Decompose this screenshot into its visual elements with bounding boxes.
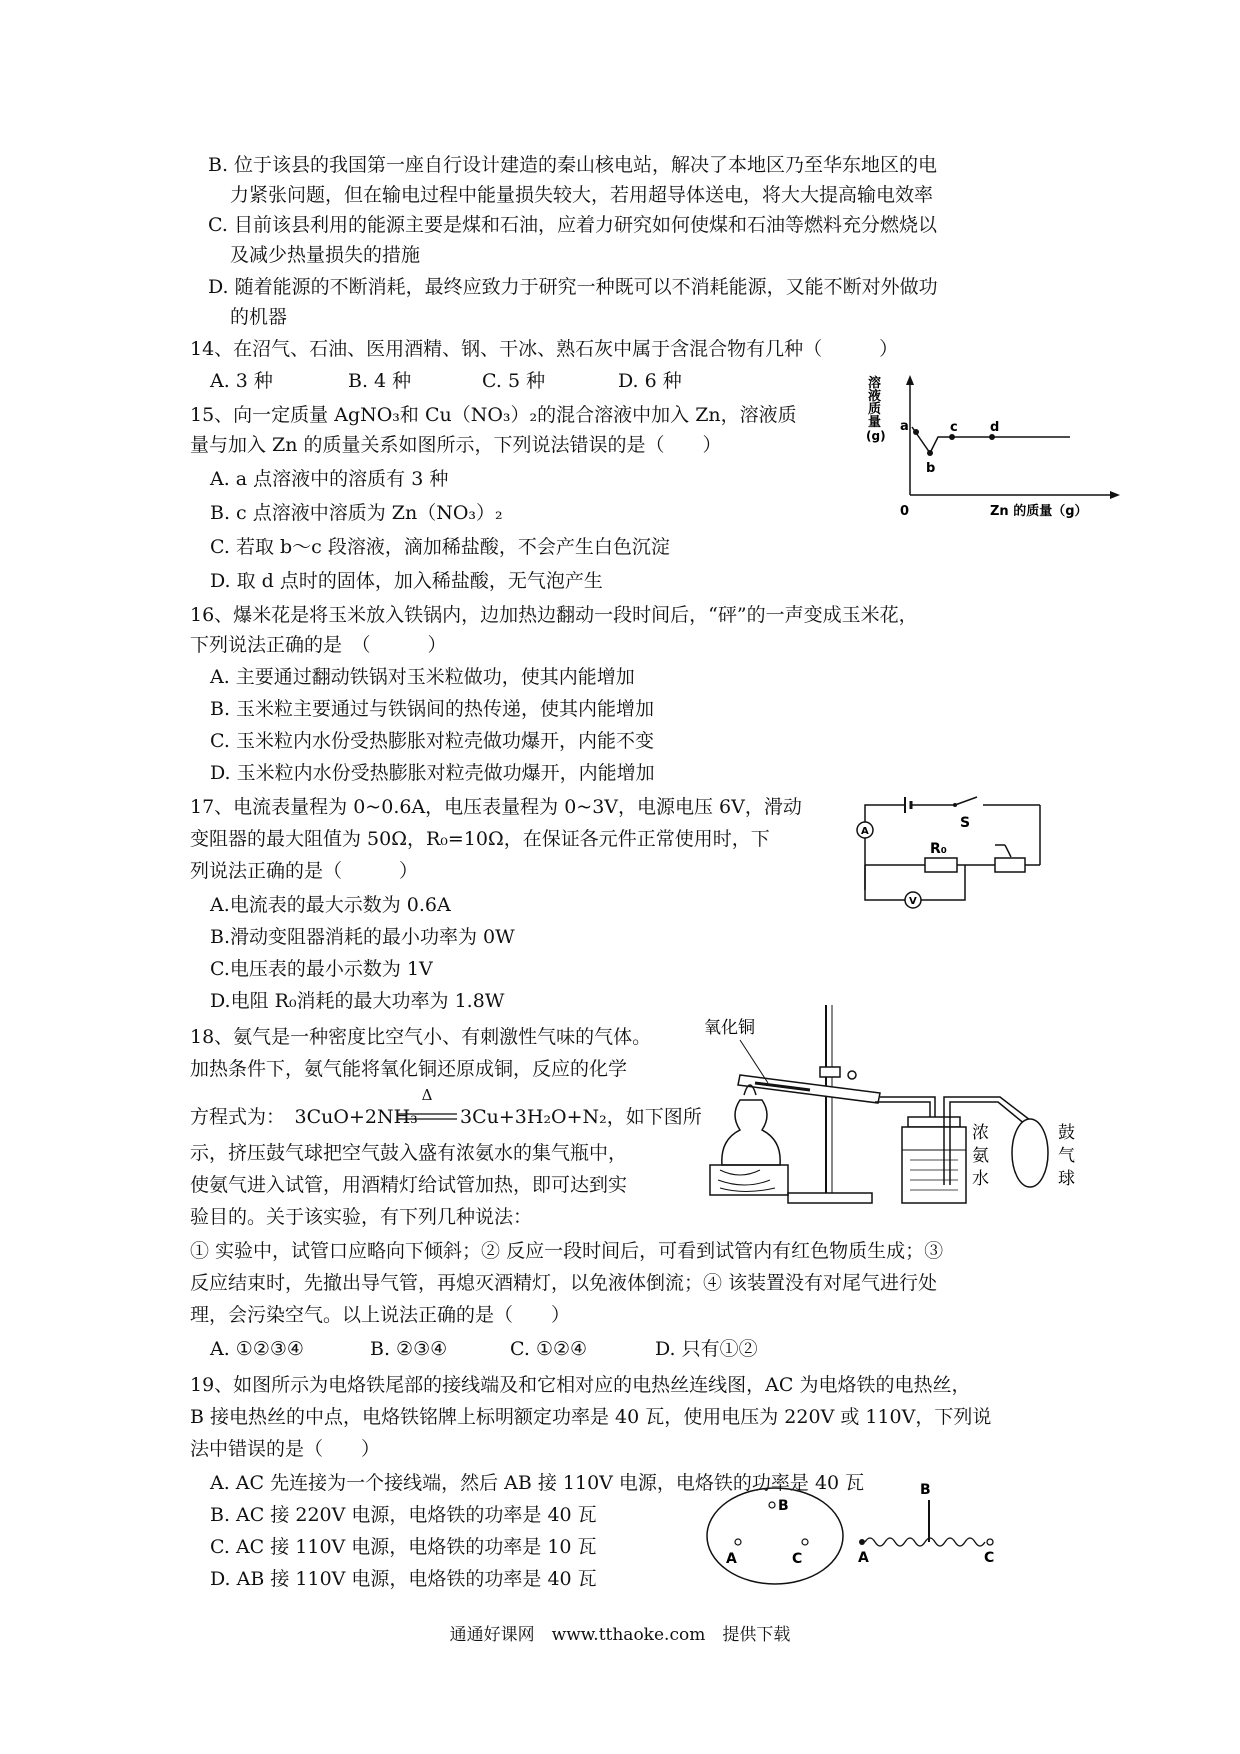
q17-ammeter-label: A bbox=[861, 826, 869, 837]
q18-equation-equals bbox=[397, 1112, 457, 1122]
q14-option-c: C. 5 种 bbox=[482, 370, 546, 392]
q19-stem-line3: 法中错误的是（ ） bbox=[190, 1438, 381, 1460]
q18-bulb-label-1: 鼓 bbox=[1058, 1123, 1075, 1143]
q13-option-c-line1: C. 目前该县利用的能源主要是煤和石油，应着力研究如何使煤和石油等燃料充分燃烧以 bbox=[208, 214, 937, 236]
q18-bulb-label-3: 球 bbox=[1058, 1169, 1075, 1189]
q15-origin: 0 bbox=[900, 504, 910, 519]
q15-point-a: a bbox=[900, 419, 909, 434]
q19-stem-line1: 19、如图所示为电烙铁尾部的接线端及和它相对应的电热丝连线图，AC 为电烙铁的电热丝， bbox=[190, 1374, 971, 1396]
q15-stem-line2: 量与加入 Zn 的质量关系如图所示，下列说法错误的是（ ） bbox=[190, 434, 722, 456]
q17-switch-label: S bbox=[960, 815, 971, 831]
q18-apparatus bbox=[700, 1005, 1080, 1210]
q18-option-c: C. ①②④ bbox=[510, 1338, 588, 1360]
q15-option-b: B. c 点溶液中溶质为 Zn（NO₃）₂ bbox=[210, 502, 503, 524]
q18-ammonia-label-3: 水 bbox=[972, 1169, 989, 1189]
q14-option-a: A. 3 种 bbox=[210, 370, 273, 392]
q18-ammonia-label-1: 浓 bbox=[972, 1123, 989, 1143]
q15-point-c: c bbox=[950, 420, 958, 435]
q19-terminal-a-label: A bbox=[726, 1551, 737, 1567]
q18-equation-condition: Δ bbox=[421, 1086, 433, 1104]
q17-voltmeter-label: V bbox=[909, 896, 917, 907]
q13-option-c-line2: 及减少热量损失的措施 bbox=[230, 244, 421, 266]
q16-option-b: B. 玉米粒主要通过与铁锅间的热传递，使其内能增加 bbox=[210, 698, 655, 720]
q14-option-d: D. 6 种 bbox=[618, 370, 682, 392]
q19-stem-line2: B 接电热丝的中点，电烙铁铭牌上标明额定功率是 40 瓦，使用电压为 220V 或 110V，下列说 bbox=[190, 1406, 992, 1428]
q19-wire-a-label: A bbox=[858, 1550, 869, 1566]
q15-stem-line1: 15、向一定质量 AgNO₃和 Cu（NO₃）₂的混合溶液中加入 Zn，溶液质 bbox=[190, 404, 797, 426]
q15-x-label: Zn 的质量（g） bbox=[990, 504, 1088, 519]
q15-y-unit: (g) bbox=[866, 429, 886, 443]
q18-stem-line2: 加热条件下，氨气能将氧化铜还原成铜，反应的化学 bbox=[190, 1058, 628, 1080]
q18-ammonia-label-2: 氨 bbox=[972, 1146, 989, 1166]
q13-option-d-line1: D. 随着能源的不断消耗，最终应致力于研究一种既可以不消耗能源，又能不断对外做功 bbox=[208, 276, 938, 298]
q15-option-c: C. 若取 b～c 段溶液，滴加稀盐酸，不会产生白色沉淀 bbox=[210, 536, 670, 558]
q17-resistor-label: R₀ bbox=[930, 841, 947, 857]
q18-stem-line1: 18、氨气是一种密度比空气小、有刺激性气味的气体。 bbox=[190, 1026, 652, 1048]
q15-y-label-4: 量 bbox=[868, 415, 882, 430]
q17-option-c: C.电压表的最小示数为 1V bbox=[210, 958, 433, 980]
q18-option-a: A. ①②③④ bbox=[210, 1338, 304, 1360]
q13-option-d-line2: 的机器 bbox=[230, 306, 288, 328]
q19-option-b: B. AC 接 220V 电源，电烙铁的功率是 40 瓦 bbox=[210, 1504, 597, 1526]
q15-graph bbox=[860, 375, 1120, 525]
q16-option-d: D. 玉米粒内水份受热膨胀对粒壳做功爆开，内能增加 bbox=[210, 762, 655, 784]
q18-equation-pre: 方程式为： 3CuO+2NH₃ bbox=[190, 1106, 418, 1128]
q15-point-d: d bbox=[990, 420, 1000, 435]
q15-option-a: A. a 点溶液中的溶质有 3 种 bbox=[210, 468, 449, 490]
q18-option-b: B. ②③④ bbox=[370, 1338, 448, 1360]
q17-option-b: B.滑动变阻器消耗的最小功率为 0W bbox=[210, 926, 515, 948]
q17-option-d: D.电阻 R₀消耗的最大功率为 1.8W bbox=[210, 990, 505, 1012]
q19-option-d: D. AB 接 110V 电源，电烙铁的功率是 40 瓦 bbox=[210, 1568, 597, 1590]
q14-stem: 14、在沼气、石油、医用酒精、钢、干冰、熟石灰中属于含混合物有几种（ ） bbox=[190, 338, 899, 360]
q16-option-c: C. 玉米粒内水份受热膨胀对粒壳做功爆开，内能不变 bbox=[210, 730, 654, 752]
q19-wire-c-label: C bbox=[984, 1550, 995, 1566]
q17-stem-line2: 变阻器的最大阻值为 50Ω，R₀=10Ω，在保证各元件正常使用时，下 bbox=[190, 828, 770, 850]
q16-stem-line1: 16、爆米花是将玉米放入铁锅内，边加热边翻动一段时间后，“砰”的一声变成玉米花， bbox=[190, 604, 918, 626]
q17-circuit bbox=[845, 795, 1045, 925]
q17-stem-line3: 列说法正确的是（ ） bbox=[190, 860, 419, 882]
q14-option-b: B. 4 种 bbox=[348, 370, 412, 392]
q19-terminal-c-label: C bbox=[792, 1551, 803, 1567]
q13-option-b-line1: B. 位于该县的我国第一座自行设计建造的秦山核电站，解决了本地区乃至华东地区的电 bbox=[208, 154, 938, 176]
q15-y-label-2: 液 bbox=[868, 389, 882, 404]
q18-stem-line9: 理，会污染空气。以上说法正确的是（ ） bbox=[190, 1304, 571, 1326]
q19-terminal-figure bbox=[700, 1480, 1020, 1590]
q18-stem-line8: 反应结束时，先撤出导气管，再熄灭酒精灯，以免液体倒流；④ 该装置没有对尾气进行处 bbox=[190, 1272, 938, 1294]
q19-terminal-b-label: B bbox=[778, 1498, 789, 1514]
q19-wire-b-label: B bbox=[920, 1482, 931, 1498]
q18-copper-oxide-label: 氧化铜 bbox=[704, 1018, 755, 1038]
q16-stem-line2: 下列说法正确的是 （ ） bbox=[190, 634, 447, 656]
q16-option-a: A. 主要通过翻动铁锅对玉米粒做功，使其内能增加 bbox=[210, 666, 635, 688]
q15-y-label-1: 溶 bbox=[868, 376, 882, 391]
q18-equation-post: 3Cu+3H₂O+N₂，如下图所 bbox=[460, 1106, 702, 1128]
q15-y-label-3: 质 bbox=[868, 402, 882, 417]
q17-stem-line1: 17、电流表量程为 0~0.6A，电压表量程为 0~3V，电源电压 6V，滑动 bbox=[190, 796, 802, 818]
q15-point-b: b bbox=[926, 461, 936, 476]
q18-bulb-label-2: 气 bbox=[1058, 1146, 1075, 1166]
q18-stem-line4: 示，挤压鼓气球把空气鼓入盛有浓氨水的集气瓶中， bbox=[190, 1142, 628, 1164]
q17-option-a: A.电流表的最大示数为 0.6A bbox=[210, 894, 451, 916]
q19-option-c: C. AC 接 110V 电源，电烙铁的功率是 10 瓦 bbox=[210, 1536, 597, 1558]
q18-option-d: D. 只有①② bbox=[655, 1338, 758, 1360]
q18-stem-line7: ① 实验中，试管口应略向下倾斜；② 反应一段时间后，可看到试管内有红色物质生成；③ bbox=[190, 1240, 944, 1262]
q13-option-b-line2: 力紧张问题，但在输电过程中能量损失较大，若用超导体送电，将大大提高输电效率 bbox=[230, 184, 934, 206]
q15-option-d: D. 取 d 点时的固体，加入稀盐酸，无气泡产生 bbox=[210, 570, 603, 592]
q18-stem-line5: 使氨气进入试管，用酒精灯给试管加热，即可达到实 bbox=[190, 1174, 628, 1196]
q18-stem-line6: 验目的。关于该实验，有下列几种说法： bbox=[190, 1206, 533, 1228]
page-footer: 通通好课网 www.tthaoke.com 提供下载 bbox=[449, 1625, 791, 1645]
q19-option-a: A. AC 先连接为一个接线端，然后 AB 接 110V 电源，电烙铁的功率是 40 瓦 bbox=[210, 1472, 865, 1494]
